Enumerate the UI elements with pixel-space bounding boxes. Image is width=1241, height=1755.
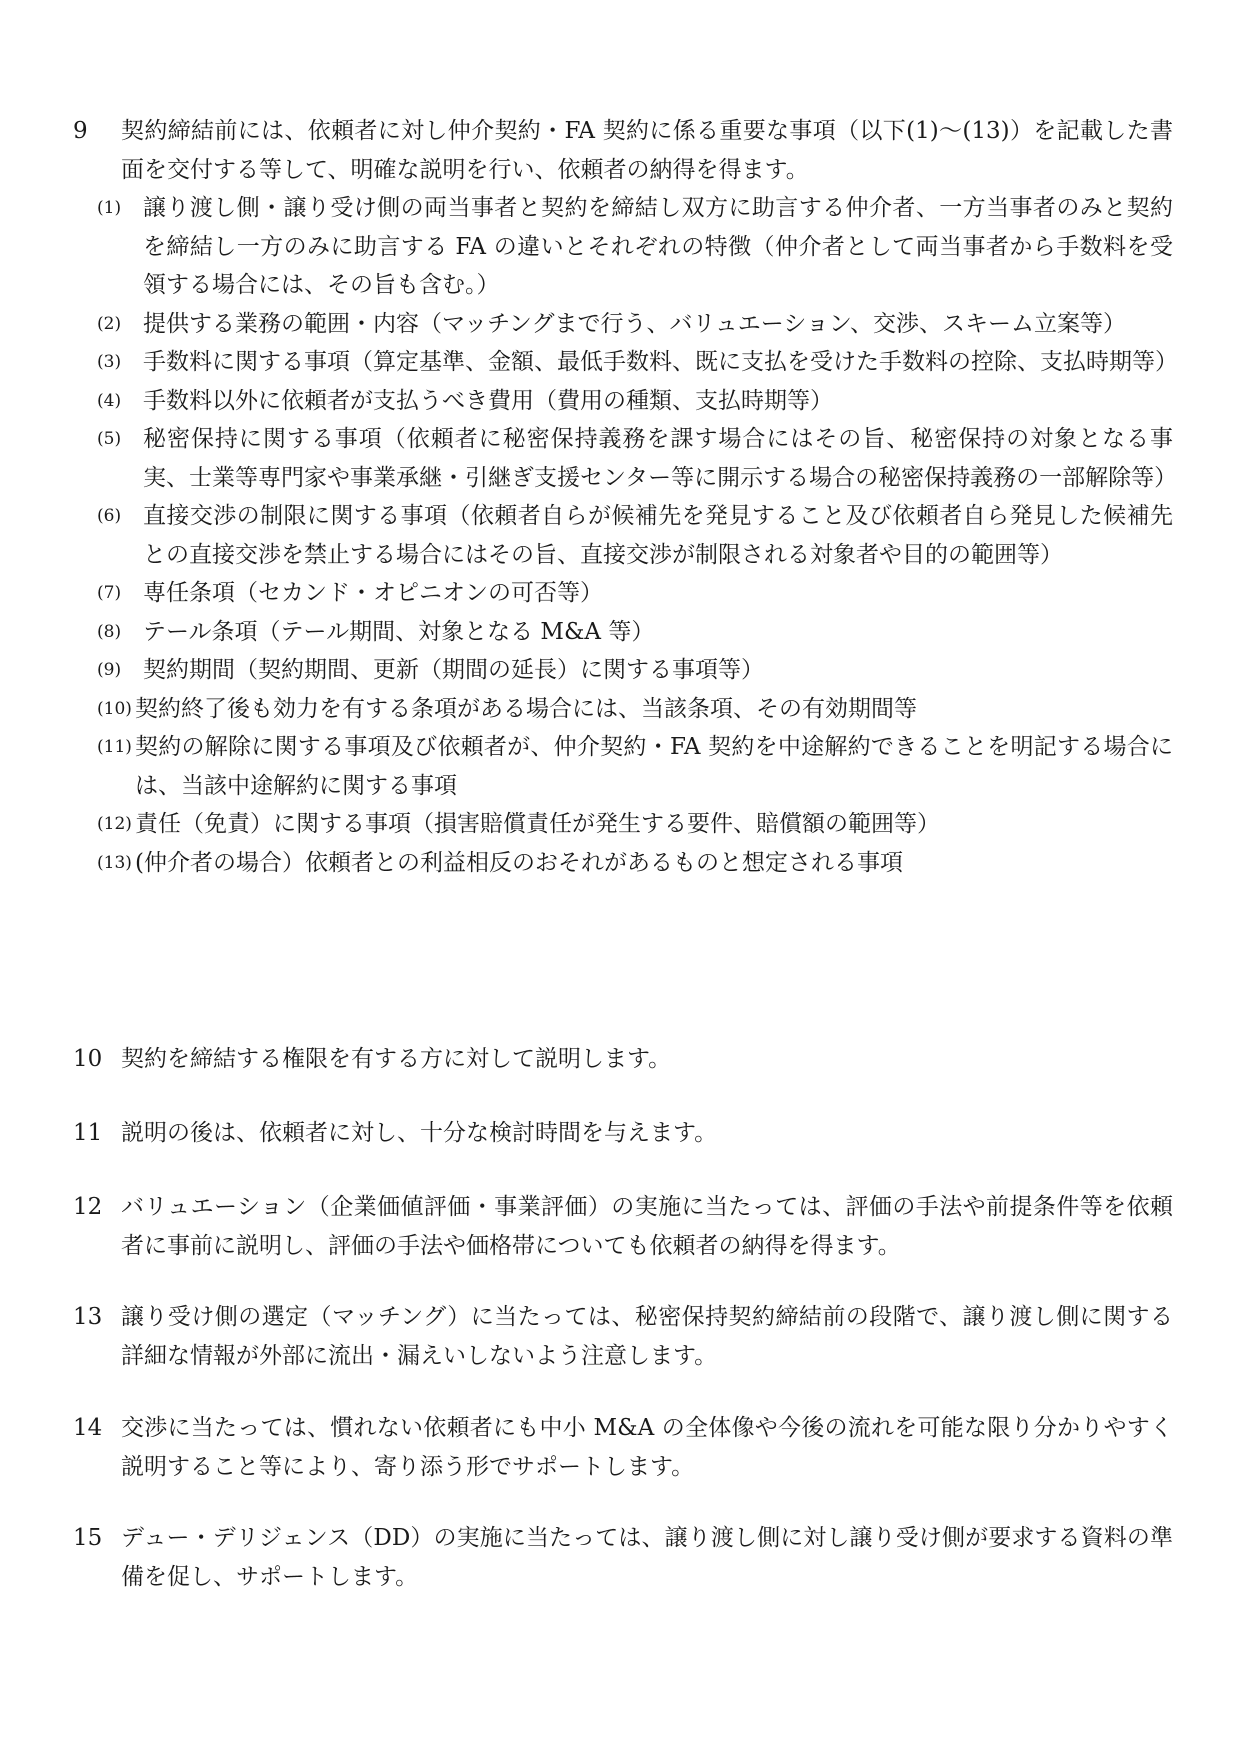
list-item-9 bbox=[73, 112, 1173, 189]
sub-item-number: (13) bbox=[97, 852, 132, 873]
item-number: 15 bbox=[73, 1525, 103, 1551]
sub-item-text: テール条項（テール期間、対象となる M&A 等） bbox=[143, 618, 655, 645]
sub-item-12 bbox=[97, 805, 1173, 844]
sub-item-10 bbox=[97, 690, 1173, 729]
list-item-14 bbox=[73, 1409, 1173, 1486]
list-item-11 bbox=[73, 1114, 1173, 1153]
sub-item-number: (4) bbox=[97, 390, 122, 411]
sub-item-13 bbox=[97, 844, 1173, 883]
sub-item-text: 責任（免責）に関する事項（損害賠償責任が発生する要件、賠償額の範囲等） bbox=[135, 811, 940, 837]
sub-item-3 bbox=[97, 343, 1178, 382]
sub-item-number: (6) bbox=[97, 506, 122, 526]
sub-item-number: (11) bbox=[97, 737, 132, 757]
sub-item-text: 直接交渉の制限に関する事項（依頼者自らが候補先を発見すること及び依頼者自ら発見した候補先との直接交渉を禁止する場合にはその旨、直接交渉が制限される対象者や目的の範囲等） bbox=[143, 503, 1173, 568]
sub-item-8 bbox=[97, 613, 1173, 652]
sub-item-number: (3) bbox=[97, 352, 122, 372]
sub-item-2 bbox=[97, 305, 1173, 344]
sub-item-number: (12) bbox=[97, 814, 132, 834]
sub-item-text: 専任条項（セカンド・オピニオンの可否等） bbox=[143, 580, 603, 606]
sub-item-number: (10) bbox=[97, 698, 132, 719]
sub-item-11 bbox=[97, 728, 1173, 805]
item-text: デュー・デリジェンス（DD）の実施に当たっては、譲り渡し側に対し譲り受け側が要求する資料の準備を促し、サポートします。 bbox=[121, 1525, 1173, 1590]
list-item-10 bbox=[73, 1040, 1173, 1079]
sub-item-number: (7) bbox=[97, 583, 122, 603]
sub-item-6 bbox=[97, 497, 1173, 574]
item-text: 契約を締結する権限を有する方に対して説明します。 bbox=[121, 1046, 672, 1072]
sub-item-text: 提供する業務の範囲・内容（マッチングまで行う、バリュエーション、交渉、スキーム立案等） bbox=[143, 310, 1127, 337]
sub-item-number: (5) bbox=[97, 429, 122, 449]
sub-item-text: 秘密保持に関する事項（依頼者に秘密保持義務を課す場合にはその旨、秘密保持の対象となる事実、士業等専門家や事業承継・引継ぎ支援センター等に開示する場合の秘密保持義務の一部解除等） bbox=[143, 426, 1178, 491]
item-text: 交渉に当たっては、慣れない依頼者にも中小 M&A の全体像や今後の流れを可能な限り分かりやすく説明すること等により、寄り添う形でサポートします。 bbox=[121, 1415, 1173, 1480]
sub-item-number: (9) bbox=[97, 660, 122, 680]
item-text: 契約締結前には、依頼者に対し仲介契約・FA 契約に係る重要な事項（以下(1)～(13)）を記載した書面を交付する等して、明確な説明を行い、依頼者の納得を得ます。 bbox=[121, 118, 1173, 183]
sub-list bbox=[97, 189, 1178, 882]
sub-item-text: (仲介者の場合）依頼者との利益相反のおそれがあるものと想定される事項 bbox=[135, 849, 903, 876]
sub-item-text: 契約期間（契約期間、更新（期間の延長）に関する事項等） bbox=[143, 657, 764, 683]
sub-item-number: (1) bbox=[97, 198, 122, 218]
item-number: 9 bbox=[73, 118, 88, 144]
item-text: バリュエーション（企業価値評価・事業評価）の実施に当たっては、評価の手法や前提条件等を依頼者に事前に説明し、評価の手法や価格帯についても依頼者の納得を得ます。 bbox=[121, 1194, 1173, 1259]
item-number: 12 bbox=[73, 1194, 103, 1220]
sub-item-7 bbox=[97, 574, 1173, 613]
item-number: 14 bbox=[73, 1415, 103, 1441]
item-text: 説明の後は、依頼者に対し、十分な検討時間を与えます。 bbox=[121, 1120, 718, 1146]
sub-item-text: 契約の解除に関する事項及び依頼者が、仲介契約・FA 契約を中途解約できることを明記する場合には、当該中途解約に関する事項 bbox=[135, 734, 1173, 799]
list-item-12 bbox=[73, 1188, 1173, 1265]
sub-item-1 bbox=[97, 189, 1173, 305]
list-item-13 bbox=[73, 1298, 1173, 1375]
sub-item-number: (8) bbox=[97, 621, 122, 642]
sub-item-4 bbox=[97, 382, 1173, 421]
item-number: 11 bbox=[73, 1120, 103, 1146]
sub-item-text: 譲り渡し側・譲り受け側の両当事者と契約を締結し双方に助言する仲介者、一方当事者のみと契約を締結し一方のみに助言する FA の違いとそれぞれの特徴（仲介者として両当事者から手数料を受領する場合には、その旨も含む。） bbox=[143, 195, 1173, 298]
sub-item-text: 手数料に関する事項（算定基準、金額、最低手数料、既に支払を受けた手数料の控除、支払時期等） bbox=[143, 349, 1178, 375]
sub-item-number: (2) bbox=[97, 313, 122, 334]
sub-item-5 bbox=[97, 420, 1178, 497]
item-text: 譲り受け側の選定（マッチング）に当たっては、秘密保持契約締結前の段階で、譲り渡し側に関する詳細な情報が外部に流出・漏えいしないよう注意します。 bbox=[121, 1304, 1173, 1369]
sub-item-text: 契約終了後も効力を有する条項がある場合には、当該条項、その有効期間等 bbox=[135, 695, 917, 722]
item-number: 10 bbox=[73, 1046, 103, 1072]
sub-item-text: 手数料以外に依頼者が支払うべき費用（費用の種類、支払時期等） bbox=[143, 387, 833, 414]
list-item-15 bbox=[73, 1519, 1173, 1596]
item-number: 13 bbox=[73, 1304, 103, 1330]
sub-item-9 bbox=[97, 651, 1173, 690]
